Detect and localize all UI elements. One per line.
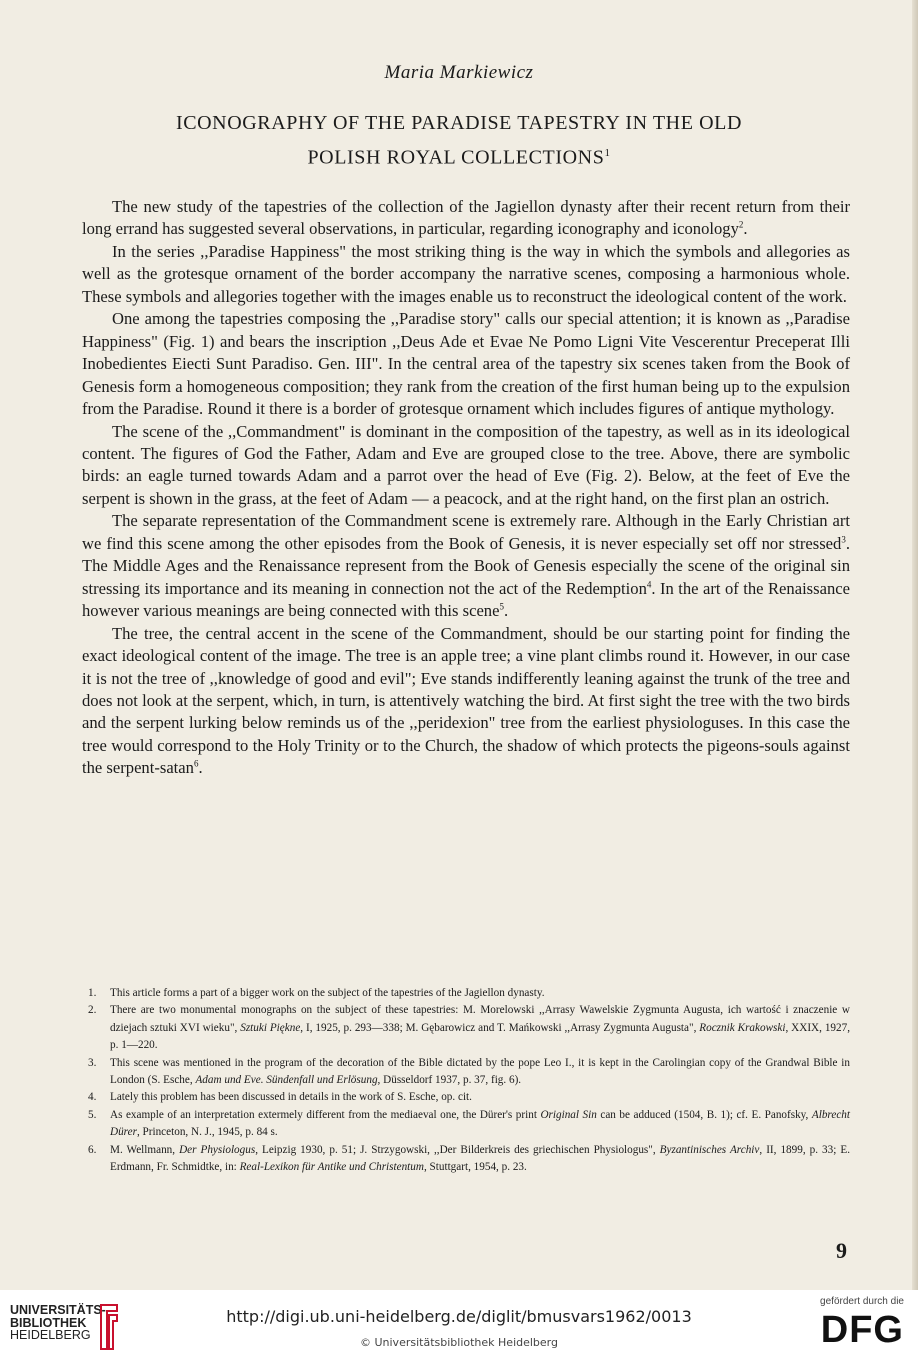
page-edge [912, 0, 918, 1290]
footnote-2: 2. There are two monumental monographs on the subject of these tapestries: M. Morelowski ,,Arrasy Wawelskie Zygmunta Augusta, ich wartość i znaczenie w dziejach sztuki XVI wieku", Sztuki Piękne, I, 1925, p. 293—338; M. Gębarowicz and T. Mańkowski ,,Arrasy Zygmunta Augusta", Rocznik Krakowski, XXIX, 1927, p. 1—220. [88, 1004, 851, 1052]
dfg-logo-icon: DFG [820, 1309, 904, 1351]
footnote-1: 1. This article forms a part of a bigger work on the subject of the tapestries of the Jagiellon dynasty. [88, 987, 545, 999]
title-line-1: ICONOGRAPHY OF THE PARADISE TAPESTRY IN THE OLD [175, 112, 743, 134]
paragraph-5: The separate representation of the Commandment scene is extremely rare. Although in the Early Christian art we find this scene among the other episodes from the Book of Genesis, it is never especially set off nor stressed$^3$. The Middle Ages and the Renaissance represent from the Book of Genesis especially the scene of the original sin stressing its importance and its meaning in connection not the act of the Redemption$^4$. In the art of the Renaissance however various meanings are being connected with this scene$^5$. [82, 511, 850, 621]
permalink-url[interactable] [0, 1307, 918, 1326]
funding-label: gefördert durch die [820, 1296, 904, 1307]
article-title [60, 108, 858, 173]
paragraph-3: One among the tapestries composing the ,,Paradise story" calls our special attention; it is known as ,,Paradise Happiness" (Fig. 1) and bears the inscription ,,Deus Ade et Evae Ne Pomo Ligni Vite Vescerentur Preceperat Illi Inobedientes Eiecti Sunt Paradiso. Gen. III". In the central area of the tapestry six scenes taken from the Book of Genesis form a homogeneous composition; they rank from the creation of the first human being up to the expulsion from the Paradise. Round it there is a border of grotesque ornament which includes figures of antique mythology. [82, 309, 850, 419]
footnote-3: 3. This scene was mentioned in the program of the decoration of the Bible dictated by the pope Leo I., it is kept in the Carolingian copy of the Grandwal Bible in London (S. Esche, Adam und Eve. Sündenfall und Erlösung, Düsseldorf 1937, p. 37, fig. 6). [88, 1056, 850, 1087]
title-line-2: POLISH ROYAL COLLECTIONS$^1$ [307, 146, 611, 169]
permalink-link[interactable]: http://digi.ub.uni-heidelberg.de/diglit/bmusvars1962/0013 [226, 1307, 692, 1326]
title-footnote-ref: 1 [604, 147, 611, 159]
copyright-notice: © Universitätsbibliothek Heidelberg [359, 1336, 558, 1349]
page-number: 9 [836, 1238, 847, 1263]
footnote-ref: 5 [499, 601, 504, 612]
footnote-6: 6. M. Wellmann, Der Physiologus, Leipzig 1930, p. 51; J. Strzygowski, ,,Der Bilderkreis des griechischen Physiologus", Byzantinisches Archiv, II, 1899, p. 33; E. Erdmann, Fr. Schmidtke, in: Real-Lexikon für Antike und Christentum, Stuttgart, 1954, p. 23. [88, 1143, 850, 1174]
footnote-ref: 3 [841, 534, 846, 545]
footnote-ref: 6 [193, 758, 199, 769]
footnote-ref: 2 [738, 219, 744, 230]
viewer-footer [0, 1290, 918, 1365]
paragraph-6: The tree, the central accent in the scene of the Commandment, should be our starting point for finding the exact ideological content of the image. The tree is an apple tree; a vine plant climbs round it. However, in our case it is not the tree of ,,knowledge of good and evil"; Eve stands indifferently leaning against the trunk of the tree and does not look at the serpent, which, in turn, is attentively watching the bird. At first sight the tree with the two birds and the serpent lurking below reminds us of the ,,peridexion" tree from the earliest physiologuses. In this case the tree would correspond to the Holy Trinity or to the Church, the shadow of which protects the pigeons-souls against the serpent-satan$^6$. [82, 623, 850, 778]
footnote-5: 5. As example of an interpretation extermely different from the mediaeval one, the Dürer's print Original Sin can be adduced (1504, B. 1); cf. E. Panofsky, Albrecht Dürer, Princeton, N. J., 1945, p. 84 s. [88, 1108, 850, 1139]
paragraph-1: The new study of the tapestries of the collection of the Jagiellon dynasty after their recent return from their long errand has suggested several observations, in particular, regarding iconography and iconology$^2$. [82, 197, 850, 239]
paragraph-4: The scene of the ,,Commandment" is dominant in the composition of the tapestry, as well as in its ideological content. The figures of God the Father, Adam and Eve are grouped close to the tree. Above, there are symbolic birds: an eagle turned towards Adam and a parrot over the head of Eve (Fig. 2). Below, at the feet of Eve the serpent is shown in the grass, at the feet of Adam — a peacock, and at the right hand, on the first plan an ostrich. [82, 421, 850, 508]
library-name: UNIVERSITÄTS- BIBLIOTHEK HEIDELBERG [10, 1303, 106, 1342]
paragraph-2: In the series ,,Paradise Happiness" the most striking thing is the way in which the symbols and allegories as well as the grotesque ornament of the border accompany the narrative scenes, composing a harmonious whole. These symbols and allegories together with the images enable us to reconstruct the ideological content of the work. [82, 241, 850, 306]
footnotes [88, 985, 850, 1176]
article-body [82, 196, 850, 780]
footnote-4: 4. Lately this problem has been discussed in details in the work of S. Esche, op. cit. [88, 1091, 472, 1104]
author-name: Maria Markiewicz [384, 62, 534, 83]
footnote-ref: 4 [646, 579, 652, 590]
